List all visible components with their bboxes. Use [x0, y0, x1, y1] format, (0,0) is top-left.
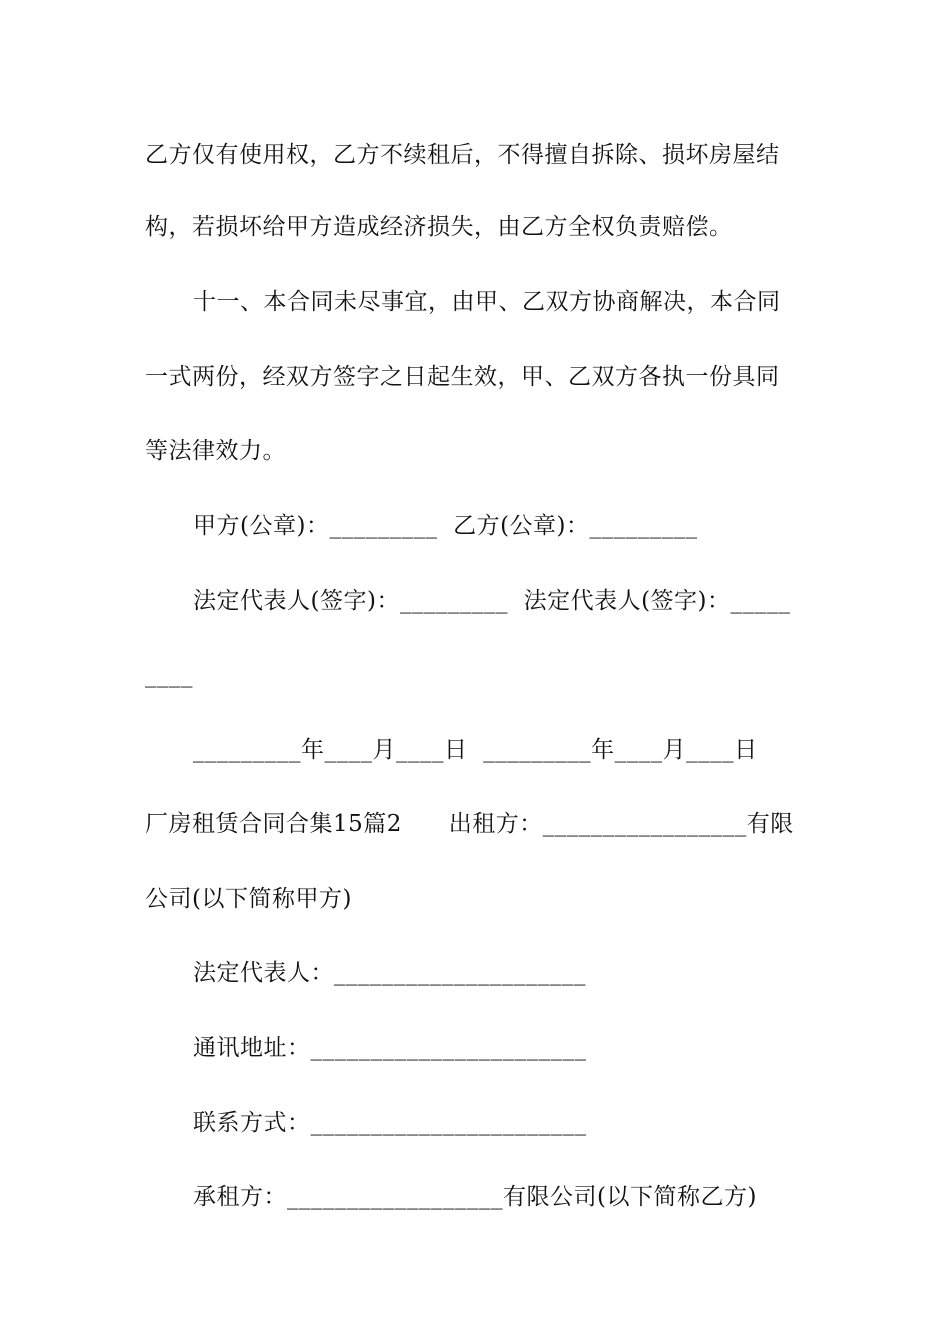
paragraph-line: 等法律效力。 — [145, 438, 286, 464]
field-line-lessee: 承租方：__________________有限公司(以下简称乙方) — [193, 1184, 757, 1210]
paragraph-line: 构，若损坏给甲方造成经济损失，由乙方全权负责赔偿。 — [145, 214, 733, 240]
field-line-address: 通讯地址：_______________________ — [193, 1035, 587, 1061]
signature-date-line: _________年____月____日 _________年____月____日 — [193, 737, 758, 763]
section-heading-line: 厂房租赁合同合集15篇2 出租方：_________________有限 — [145, 811, 794, 837]
signature-line-continuation: ____ — [145, 662, 193, 688]
field-line-contact: 联系方式：_______________________ — [193, 1110, 587, 1136]
paragraph-line: 乙方仅有使用权，乙方不续租后，不得擅自拆除、损坏房屋结 — [145, 142, 780, 168]
signature-line-legal-representative: 法定代表人(签字)：_________ 法定代表人(签字)：_____ — [193, 588, 791, 614]
paragraph-line: 公司(以下简称甲方) — [145, 886, 352, 912]
field-line-legal-representative: 法定代表人：_____________________ — [193, 960, 586, 986]
paragraph-line: 十一、本合同未尽事宜，由甲、乙双方协商解决，本合同 — [193, 289, 781, 315]
signature-line-company-seal: 甲方(公章)：_________ 乙方(公章)：_________ — [193, 513, 698, 539]
paragraph-line: 一式两份，经双方签字之日起生效，甲、乙双方各执一份具同 — [145, 364, 780, 390]
